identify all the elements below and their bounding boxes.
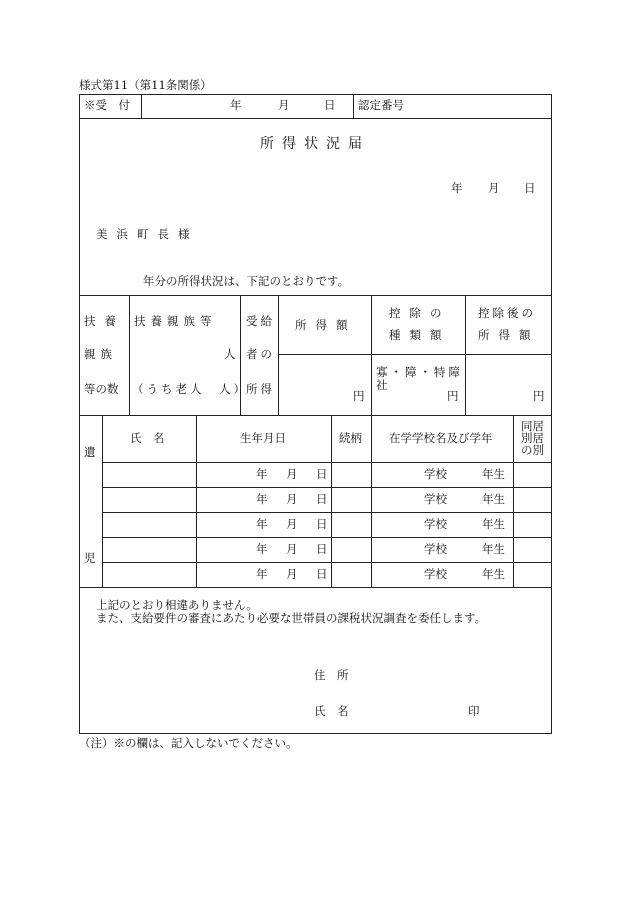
page-title: 所得状況届 (260, 136, 370, 152)
row3-month: 月 (286, 517, 298, 531)
row3-grade: 年生 (482, 517, 505, 531)
seal-mark: 印 (468, 704, 480, 718)
receipt-label: ※受 付 (84, 98, 130, 112)
after-deduction-yen: 円 (533, 389, 545, 403)
declaration-line-2: また、支給要件の審査にあたり必要な世帯員の課税状況調査を委任します。 (96, 611, 487, 625)
row5-grade: 年生 (482, 567, 505, 581)
form-frame (79, 94, 552, 734)
dependents-label-1: 扶養 (84, 314, 125, 328)
date-year: 年 (451, 181, 463, 195)
row5-year: 年 (256, 567, 268, 581)
receipt-day: 日 (324, 98, 336, 112)
recipient-label-2: 者の (246, 347, 275, 361)
recipient-label-3: 所得 (246, 382, 275, 396)
col-name: 氏 名 (130, 431, 165, 445)
children-side-label-top: 遺 (84, 445, 96, 459)
row2-day: 日 (316, 492, 328, 506)
dependents-label-2: 親族 (84, 347, 117, 361)
col-birthdate: 生年月日 (240, 431, 286, 445)
after-deduction-header-2: 所得額 (478, 328, 540, 342)
name-label: 氏 名 (314, 704, 349, 718)
deduction-header-1: 控除の (389, 306, 451, 320)
row1-year: 年 (256, 467, 268, 481)
row2-year: 年 (256, 492, 268, 506)
row5-month: 月 (286, 567, 298, 581)
deduction-header-2: 種類額 (389, 328, 451, 342)
dependents-label-3: 等の数 (84, 382, 119, 396)
row4-school: 学校 (424, 542, 447, 556)
address-label: 住 所 (314, 668, 349, 682)
row5-school: 学校 (424, 567, 447, 581)
after-deduction-header-1: 控除後の (478, 306, 536, 320)
col-cohab-3: の別 (521, 443, 544, 457)
cert-number-label: 認定番号 (358, 98, 404, 112)
row4-grade: 年生 (482, 542, 505, 556)
row2-grade: 年生 (482, 492, 505, 506)
col-cohab-2: 別居 (521, 431, 544, 445)
deduction-social: 社 (376, 378, 388, 392)
recipient-label-1: 受給 (246, 314, 275, 328)
row4-month: 月 (286, 542, 298, 556)
row1-grade: 年生 (482, 467, 505, 481)
deduction-yen: 円 (447, 389, 459, 403)
children-side-label-bottom: 児 (84, 551, 96, 565)
row4-day: 日 (316, 542, 328, 556)
elderly-count: （うち老人 人） (132, 382, 248, 396)
row4-year: 年 (256, 542, 268, 556)
addressee: 美浜町長様 (96, 227, 199, 241)
col-school: 在学学校名及び学年 (389, 431, 493, 445)
footnote: （注）※の欄は、記入しないでください。 (79, 736, 298, 750)
receipt-month: 月 (278, 98, 290, 112)
row2-month: 月 (286, 492, 298, 506)
row3-year: 年 (256, 517, 268, 531)
receipt-year: 年 (230, 98, 242, 112)
declaration-line-1: 上記のとおり相違ありません。 (96, 598, 258, 612)
row3-school: 学校 (424, 517, 447, 531)
row1-school: 学校 (424, 467, 447, 481)
row2-school: 学校 (424, 492, 447, 506)
date-day: 日 (524, 181, 536, 195)
row5-day: 日 (316, 567, 328, 581)
row1-month: 月 (286, 467, 298, 481)
income-amount-header: 所得額 (295, 318, 357, 332)
col-cohab-1: 同居 (521, 419, 544, 433)
col-relation: 続柄 (339, 431, 362, 445)
form-id: 様式第11（第11条関係） (79, 78, 212, 92)
date-month: 月 (488, 181, 500, 195)
deduction-types: 寡・障・特障 (376, 365, 463, 379)
dependents-unit: 人 (224, 347, 236, 361)
row1-day: 日 (316, 467, 328, 481)
dependents-header: 扶養親族等 (134, 314, 217, 328)
intro-text: 年分の所得状況は、下記のとおりです。 (143, 274, 350, 288)
income-yen: 円 (353, 389, 365, 403)
row3-day: 日 (316, 517, 328, 531)
